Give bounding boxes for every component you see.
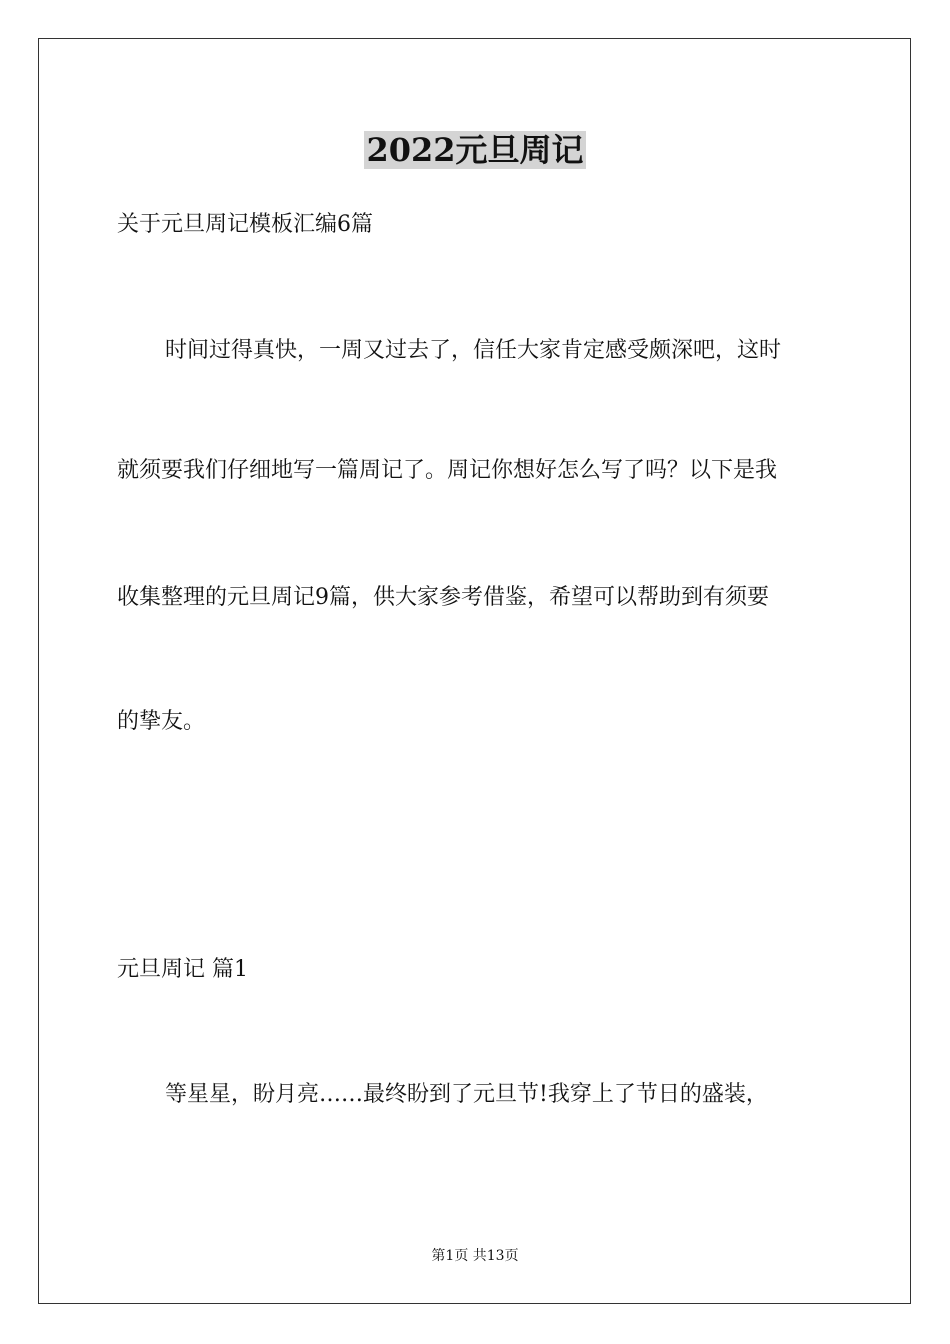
- intro-line-1: 时间过得真快，一周又过去了，信任大家肯定感受颇深吧，这时: [165, 338, 782, 363]
- section-heading: 元旦周记 篇1: [117, 957, 248, 982]
- intro-line-3: 收集整理的元旦周记9篇，供大家参考借鉴，希望可以帮助到有须要: [117, 585, 769, 610]
- document-subtitle: 关于元旦周记模板汇编6篇: [117, 212, 373, 237]
- page-number-footer: 第1页 共13页: [431, 1248, 519, 1264]
- intro-line-2: 就须要我们仔细地写一篇周记了。周记你想好怎么写了吗？以下是我: [117, 458, 778, 483]
- intro-line-4: 的挚友。: [117, 709, 206, 734]
- document-title-text: 2022元旦周记: [366, 131, 584, 169]
- section-paragraph-line-1: 等星星，盼月亮……最终盼到了元旦节!我穿上了节日的盛装，: [165, 1082, 768, 1107]
- document-title: [0, 128, 950, 172]
